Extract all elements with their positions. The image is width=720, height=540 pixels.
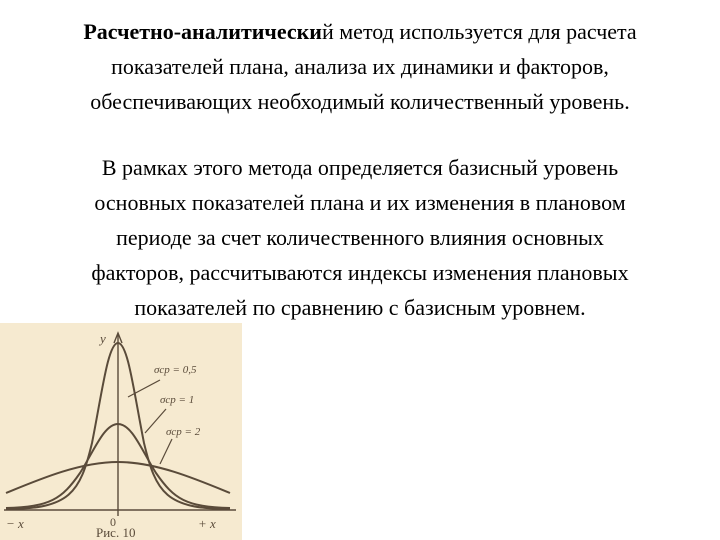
curve-label-sigma-0-5: σср = 0,5 [154, 364, 197, 376]
method-line-1: В рамках этого метода определяется базисный уровень [101, 155, 619, 180]
distribution-figure [0, 323, 242, 540]
intro-paragraph [0, 14, 720, 119]
curve-label-sigma-1: σср = 1 [160, 394, 195, 406]
method-term: Расчетно-аналитически [83, 19, 322, 44]
x-pos-label: + x [198, 516, 216, 531]
distribution-plot [0, 323, 242, 540]
intro-line-1 [0, 14, 720, 49]
intro-line-3: обеспечивающих необходимый количественный уровень. [90, 89, 630, 114]
leader-sigma-2 [160, 439, 172, 464]
method-line-4: факторов, рассчитываются индексы изменения плановых [91, 260, 629, 285]
intro-line-1-rest: й метод используется для расчета [321, 19, 637, 44]
method-line-2: основных показателей плана и их изменения в плановом [94, 190, 626, 215]
origin-label: 0 [110, 515, 116, 529]
x-neg-label: − x [6, 516, 24, 531]
y-axis-label: y [100, 331, 106, 346]
curve-label-sigma-2: σср = 2 [166, 426, 201, 438]
figure-caption: Рис. 10 [96, 525, 136, 540]
leader-sigma-1 [145, 409, 166, 433]
method-line-3: периоде за счет количественного влияния основных [116, 225, 604, 250]
method-paragraph [0, 150, 720, 325]
method-line-5: показателей по сравнению с базисным уровнем. [134, 295, 586, 320]
intro-line-2: показателей плана, анализа их динамики и факторов, [111, 54, 609, 79]
